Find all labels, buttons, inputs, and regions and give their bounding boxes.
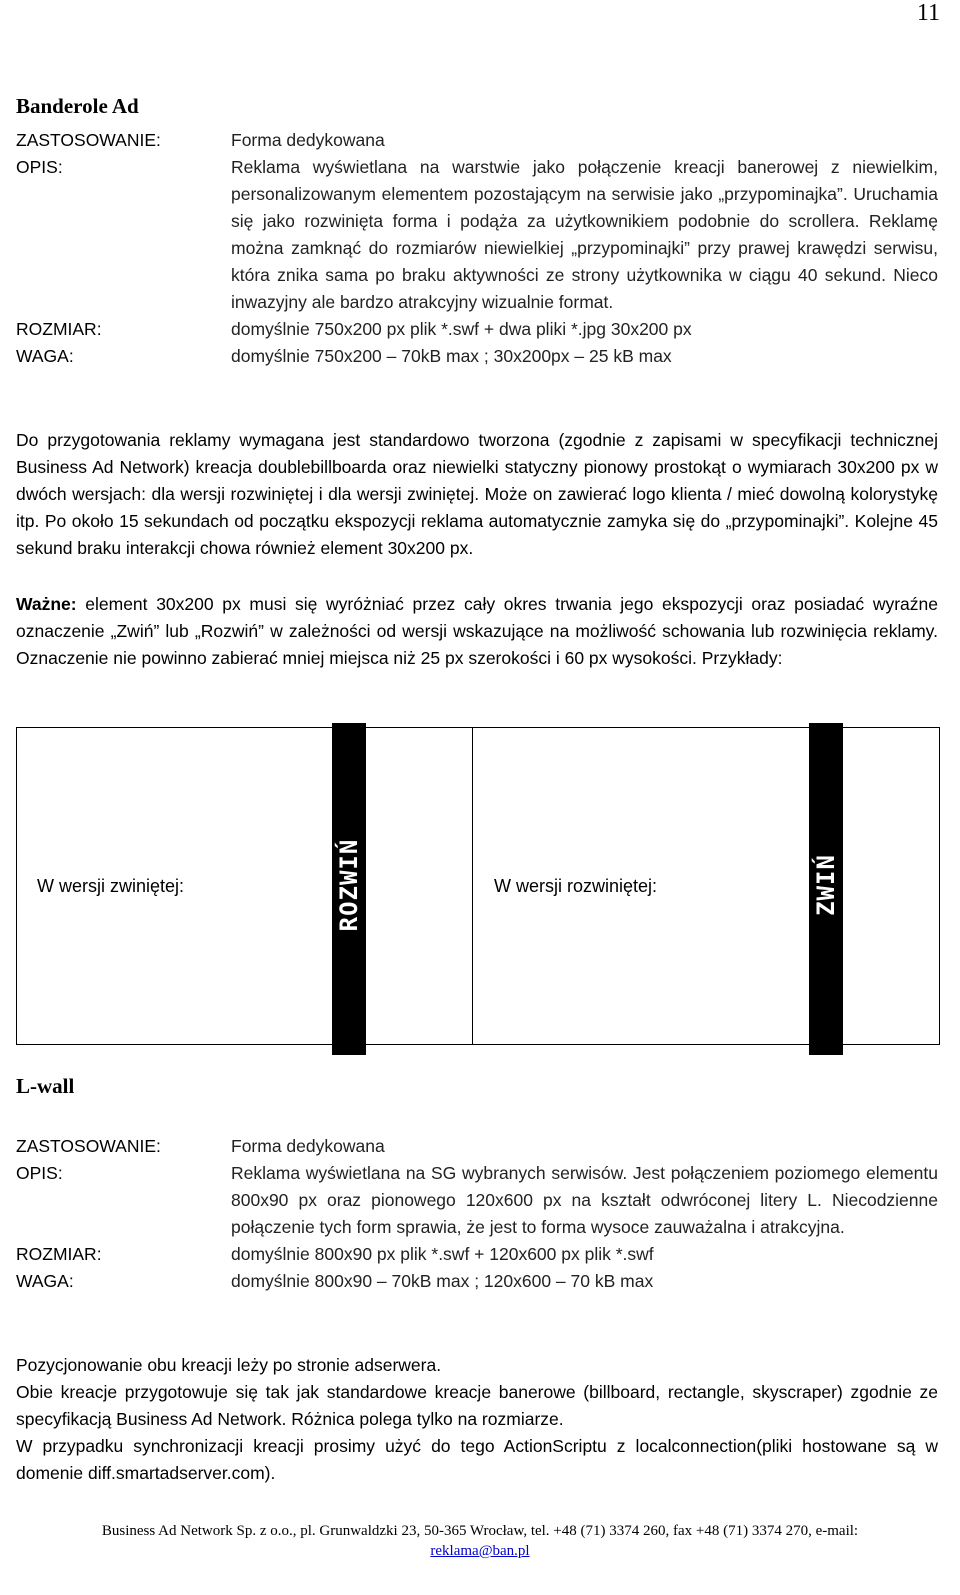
collapsed-example-tab xyxy=(332,723,366,1055)
expanded-example-tab xyxy=(809,723,843,1055)
lwall-rozmiar-label: ROZMIAR: xyxy=(16,1244,102,1264)
lwall-waga-label: WAGA: xyxy=(16,1271,74,1291)
page-footer xyxy=(0,1521,960,1561)
lwall-paragraph-2: Obie kreacje przygotowuje się tak jak standardowe kreacje banerowe (billboard, rectangle, skyscraper) zgodnie ze specyfikacją Business Ad Network. Różnica polega tylko na rozmiarze. xyxy=(16,1382,938,1429)
lwall-rozmiar-value: domyślnie 800x90 px plik *.swf + 120x600 px plik *.swf xyxy=(231,1244,654,1264)
examples-divider xyxy=(472,728,473,1044)
banderole-paragraph-2 xyxy=(16,591,938,672)
waga-label: WAGA: xyxy=(16,346,74,366)
collapsed-example-label: W wersji zwiniętej: xyxy=(37,876,185,896)
examples-box xyxy=(16,727,940,1045)
footer-address: Business Ad Network Sp. z o.o., pl. Grunwaldzki 23, 50-365 Wrocław, tel. +48 (71) 3374 260, fax +48 (71) 3374 270, e-mail: xyxy=(101,1523,859,1539)
lwall-paragraph-3: W przypadku synchronizacji kreacji prosimy użyć do tego ActionScriptu z localconnection(pliki hostowane są w domenie diff.smartadserver.com). xyxy=(16,1436,938,1483)
lwall-opis-label: OPIS: xyxy=(16,1163,63,1183)
waga-value: domyślnie 750x200 – 70kB max ; 30x200px – 25 kB max xyxy=(231,346,672,366)
rozmiar-value: domyślnie 750x200 px plik *.swf + dwa pliki *.jpg 30x200 px xyxy=(231,319,692,339)
banderole-spec-table xyxy=(16,127,938,370)
opis-value: Reklama wyświetlana na warstwie jako połączenie kreacji banerowej z niewielkim, personalizowanym elementem pozostającym na serwisie jako „przypominajka”. Uruchamia się jako rozwinięta forma i podąża za użytkownikiem podobnie do scrollera. Reklamę można zamknąć do rozmiarów niewielkiej „przypominajki” przy prawej krawędzi serwisu, która znika sama po braku aktywności ze strony użytkownika w ciągu 40 sekund. Nieco inwazyjny ale bardzo atrakcyjny wizualnie format. xyxy=(231,157,938,312)
footer-email-link[interactable]: reklama@ban.pl xyxy=(430,1543,530,1559)
zwin-tab-label: ZWIŃ xyxy=(812,854,840,916)
lwall-spec-table xyxy=(16,1133,938,1295)
lwall-opis-value: Reklama wyświetlana na SG wybranych serwisów. Jest połączeniem poziomego elementu 800x90 px oraz pionowego 120x600 px na kształt odwróconej litery L. Niecodzienne połączenie tych form sprawia, że jest to forma wysoce zauważalna i atrakcyjna. xyxy=(231,1163,938,1237)
section-title-lwall: L-wall xyxy=(16,1074,75,1098)
opis-label: OPIS: xyxy=(16,157,63,177)
lwall-zastosowanie-label: ZASTOSOWANIE: xyxy=(16,1136,161,1156)
lwall-waga-value: domyślnie 800x90 – 70kB max ; 120x600 – 70 kB max xyxy=(231,1271,654,1291)
rozmiar-label: ROZMIAR: xyxy=(16,319,102,339)
zastosowanie-label: ZASTOSOWANIE: xyxy=(16,130,161,150)
rozwin-tab-label: ROZWIŃ xyxy=(335,838,363,932)
zastosowanie-value: Forma dedykowana xyxy=(231,130,385,150)
important-text: element 30x200 px musi się wyróżniać przez cały okres trwania jego ekspozycji oraz posiadać wyraźne oznaczenie „Zwiń” lub „Rozwiń” w zależności od wersji wskazujące na możliwość schowania lub rozwinięcia reklamy. Oznaczenie nie powinno zabierać mniej miejsca niż 25 px szerokości i 60 px wysokości. Przykłady: xyxy=(16,594,938,668)
section-title-banderole: Banderole Ad xyxy=(16,94,139,118)
important-label: Ważne: xyxy=(16,594,77,614)
page-number: 11 xyxy=(916,0,940,26)
lwall-zastosowanie-value: Forma dedykowana xyxy=(231,1136,385,1156)
banderole-paragraph-1: Do przygotowania reklamy wymagana jest standardowo tworzona (zgodnie z zapisami w specyfikacji technicznej Business Ad Network) kreacja doublebillboarda oraz niewielki statyczny pionowy prostokąt o wymiarach 30x200 px w dwóch wersjach: dla wersji rozwiniętej i dla wersji zwiniętej. Może on zawierać logo klienta / mieć dowolną kolorystykę itp. Po około 15 sekundach od początku ekspozycji reklama automatycznie zamyka się do „przypominajki”. Kolejne 45 sekund braku interakcji chowa również element 30x200 px. xyxy=(16,430,938,558)
expanded-example-label: W wersji rozwiniętej: xyxy=(494,876,658,896)
lwall-paragraph-1: Pozycjonowanie obu kreacji leży po stronie adserwera. xyxy=(16,1355,442,1375)
